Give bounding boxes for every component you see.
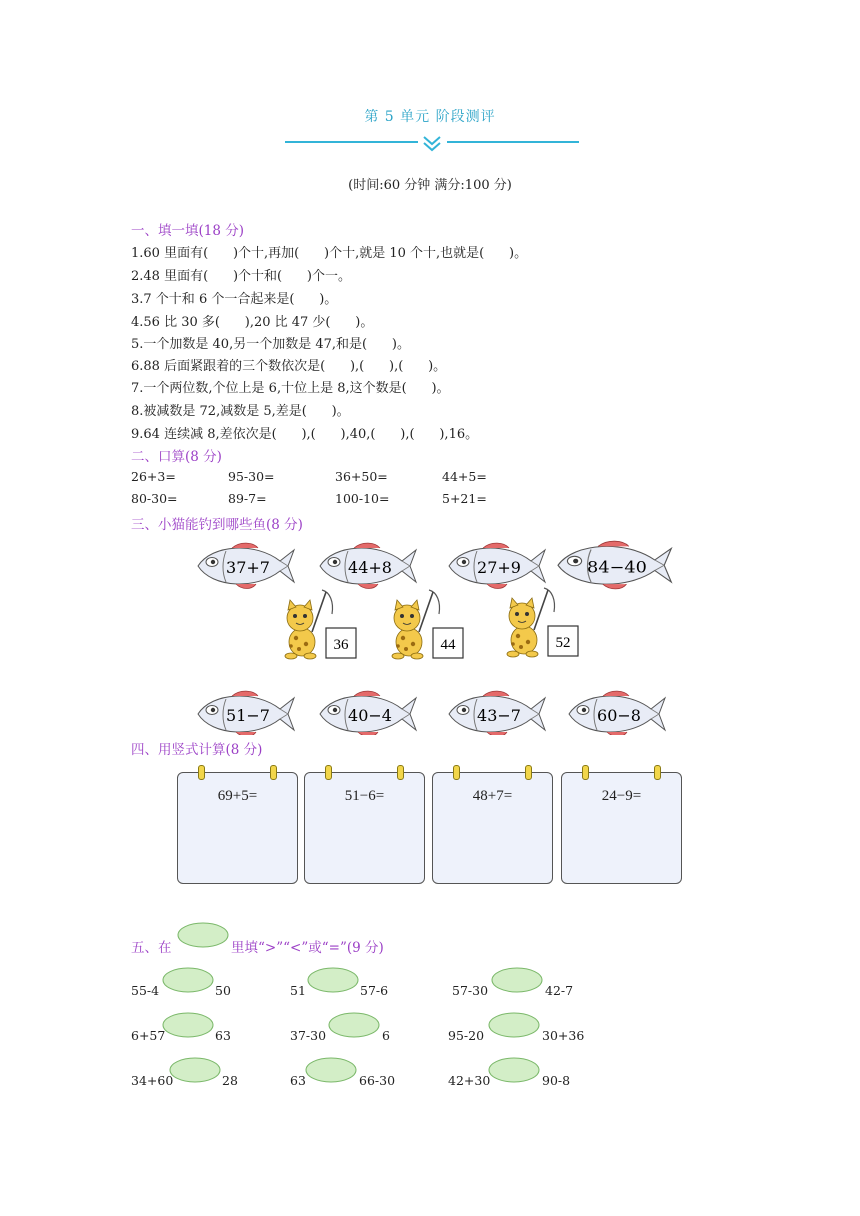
fishing-cat	[285, 590, 356, 659]
mental-calc-item: 100-10=	[335, 491, 390, 506]
answer-cloud[interactable]	[161, 965, 215, 995]
answer-cloud[interactable]	[304, 1055, 358, 1085]
compare-left: 95-20	[448, 1028, 485, 1043]
answer-cloud[interactable]	[306, 965, 360, 995]
fish-card	[198, 691, 294, 735]
answer-cloud[interactable]	[487, 1010, 541, 1040]
compare-left: 42+30	[448, 1073, 491, 1088]
calc-expression: 24−9=	[601, 788, 642, 804]
fish-expression: 43−7	[477, 706, 521, 725]
mental-calc-item: 26+3=	[131, 469, 176, 484]
compare-right: 42-7	[545, 983, 574, 998]
compare-left: 34+60	[131, 1073, 174, 1088]
fish-card	[198, 543, 294, 588]
question-line: 6.88 后面紧跟着的三个数依次是( ),( ),( )。	[131, 359, 447, 374]
mental-calc-item: 36+50=	[335, 469, 388, 484]
question-line: 9.64 连续减 8,差依次是( ),( ),40,( ),( ),16。	[131, 427, 479, 442]
compare-right: 66-30	[359, 1073, 396, 1088]
compare-left: 55-4	[131, 983, 160, 998]
section-5-heading-end: 里填“>”“<”或“=”(9 分)	[231, 940, 384, 956]
question-line: 5.一个加数是 40,另一个加数是 47,和是( )。	[131, 337, 410, 352]
section-5-heading-start: 五、在	[131, 940, 172, 956]
title-divider-right	[447, 141, 579, 143]
calc-expression: 51−6=	[344, 788, 385, 804]
compare-right: 30+36	[542, 1028, 585, 1043]
answer-cloud[interactable]	[490, 965, 544, 995]
mental-calc-item: 89-7=	[228, 491, 267, 506]
question-line: 1.60 里面有( )个十,再加( )个十,就是 10 个十,也就是( )。	[131, 246, 528, 261]
fish-expression: 84−40	[587, 557, 647, 577]
mental-calc-item: 44+5=	[442, 469, 487, 484]
compare-left: 6+57	[131, 1028, 166, 1043]
fish-expression: 60−8	[597, 706, 641, 725]
question-line: 3.7 个十和 6 个一合起来是( )。	[131, 292, 338, 307]
answer-cloud[interactable]	[161, 1010, 215, 1040]
fish-card	[558, 541, 671, 589]
page-title: 第 5 单元 阶段测评	[364, 109, 496, 125]
fish-card	[320, 543, 416, 588]
calc-expression: 48+7=	[472, 788, 513, 804]
question-line: 2.48 里面有( )个十和( )个一。	[131, 269, 351, 284]
compare-right: 90-8	[542, 1073, 571, 1088]
binder-ring-icon	[198, 765, 205, 780]
compare-left: 63	[290, 1073, 306, 1088]
binder-ring-icon	[270, 765, 277, 780]
calc-expression: 69+5=	[217, 788, 258, 804]
binder-ring-icon	[325, 765, 332, 780]
vertical-calc-card	[432, 772, 553, 884]
binder-ring-icon	[397, 765, 404, 780]
binder-ring-icon	[525, 765, 532, 780]
fish-expression: 27+9	[477, 558, 521, 577]
title-divider-left	[285, 141, 418, 143]
compare-left: 57-30	[452, 983, 489, 998]
vertical-calc-card	[304, 772, 425, 884]
vertical-calc-card	[177, 772, 298, 884]
fish-card	[320, 691, 416, 735]
mental-calc-item: 95-30=	[228, 469, 275, 484]
section-2-heading: 二、口算(8 分)	[131, 449, 222, 465]
question-line: 4.56 比 30 多( ),20 比 47 少( )。	[131, 315, 374, 330]
binder-ring-icon	[654, 765, 661, 780]
section-1-heading: 一、填一填(18 分)	[131, 223, 245, 239]
mental-calc-item: 5+21=	[442, 491, 487, 506]
mental-calc-item: 80-30=	[131, 491, 178, 506]
fish-card	[569, 691, 665, 735]
fishing-illustration	[0, 530, 860, 735]
vertical-calc-card	[561, 772, 682, 884]
section-4-heading: 四、用竖式计算(8 分)	[131, 742, 263, 758]
binder-ring-icon	[453, 765, 460, 780]
answer-cloud[interactable]	[487, 1055, 541, 1085]
fish-expression: 44+8	[348, 558, 392, 577]
compare-right: 63	[215, 1028, 231, 1043]
question-line: 8.被减数是 72,减数是 5,差是( )。	[131, 404, 350, 419]
fish-expression: 51−7	[226, 706, 270, 725]
cat-number: 36	[333, 637, 349, 653]
compare-right: 57-6	[360, 983, 389, 998]
double-chevron-down-icon	[421, 134, 443, 154]
fishing-cat	[392, 590, 463, 659]
cat-number: 44	[440, 637, 456, 653]
question-line: 7.一个两位数,个位上是 6,十位上是 8,这个数是( )。	[131, 381, 450, 396]
compare-left: 51	[290, 983, 306, 998]
compare-right: 50	[215, 983, 231, 998]
binder-ring-icon	[582, 765, 589, 780]
compare-right: 6	[382, 1028, 390, 1043]
section-3-heading: 三、小猫能钓到哪些鱼(8 分)	[131, 517, 303, 533]
compare-right: 28	[222, 1073, 238, 1088]
fish-expression: 40−4	[348, 706, 392, 725]
compare-left: 37-30	[290, 1028, 327, 1043]
fish-card	[449, 691, 545, 735]
answer-cloud[interactable]	[327, 1010, 381, 1040]
fish-expression: 37+7	[226, 558, 270, 577]
exam-info: (时间:60 分钟 满分:100 分)	[348, 178, 512, 193]
fish-card	[449, 543, 545, 588]
answer-cloud[interactable]	[168, 1055, 222, 1085]
cloud-icon	[176, 920, 230, 950]
cat-number: 52	[555, 635, 571, 651]
fishing-cat	[507, 588, 578, 657]
